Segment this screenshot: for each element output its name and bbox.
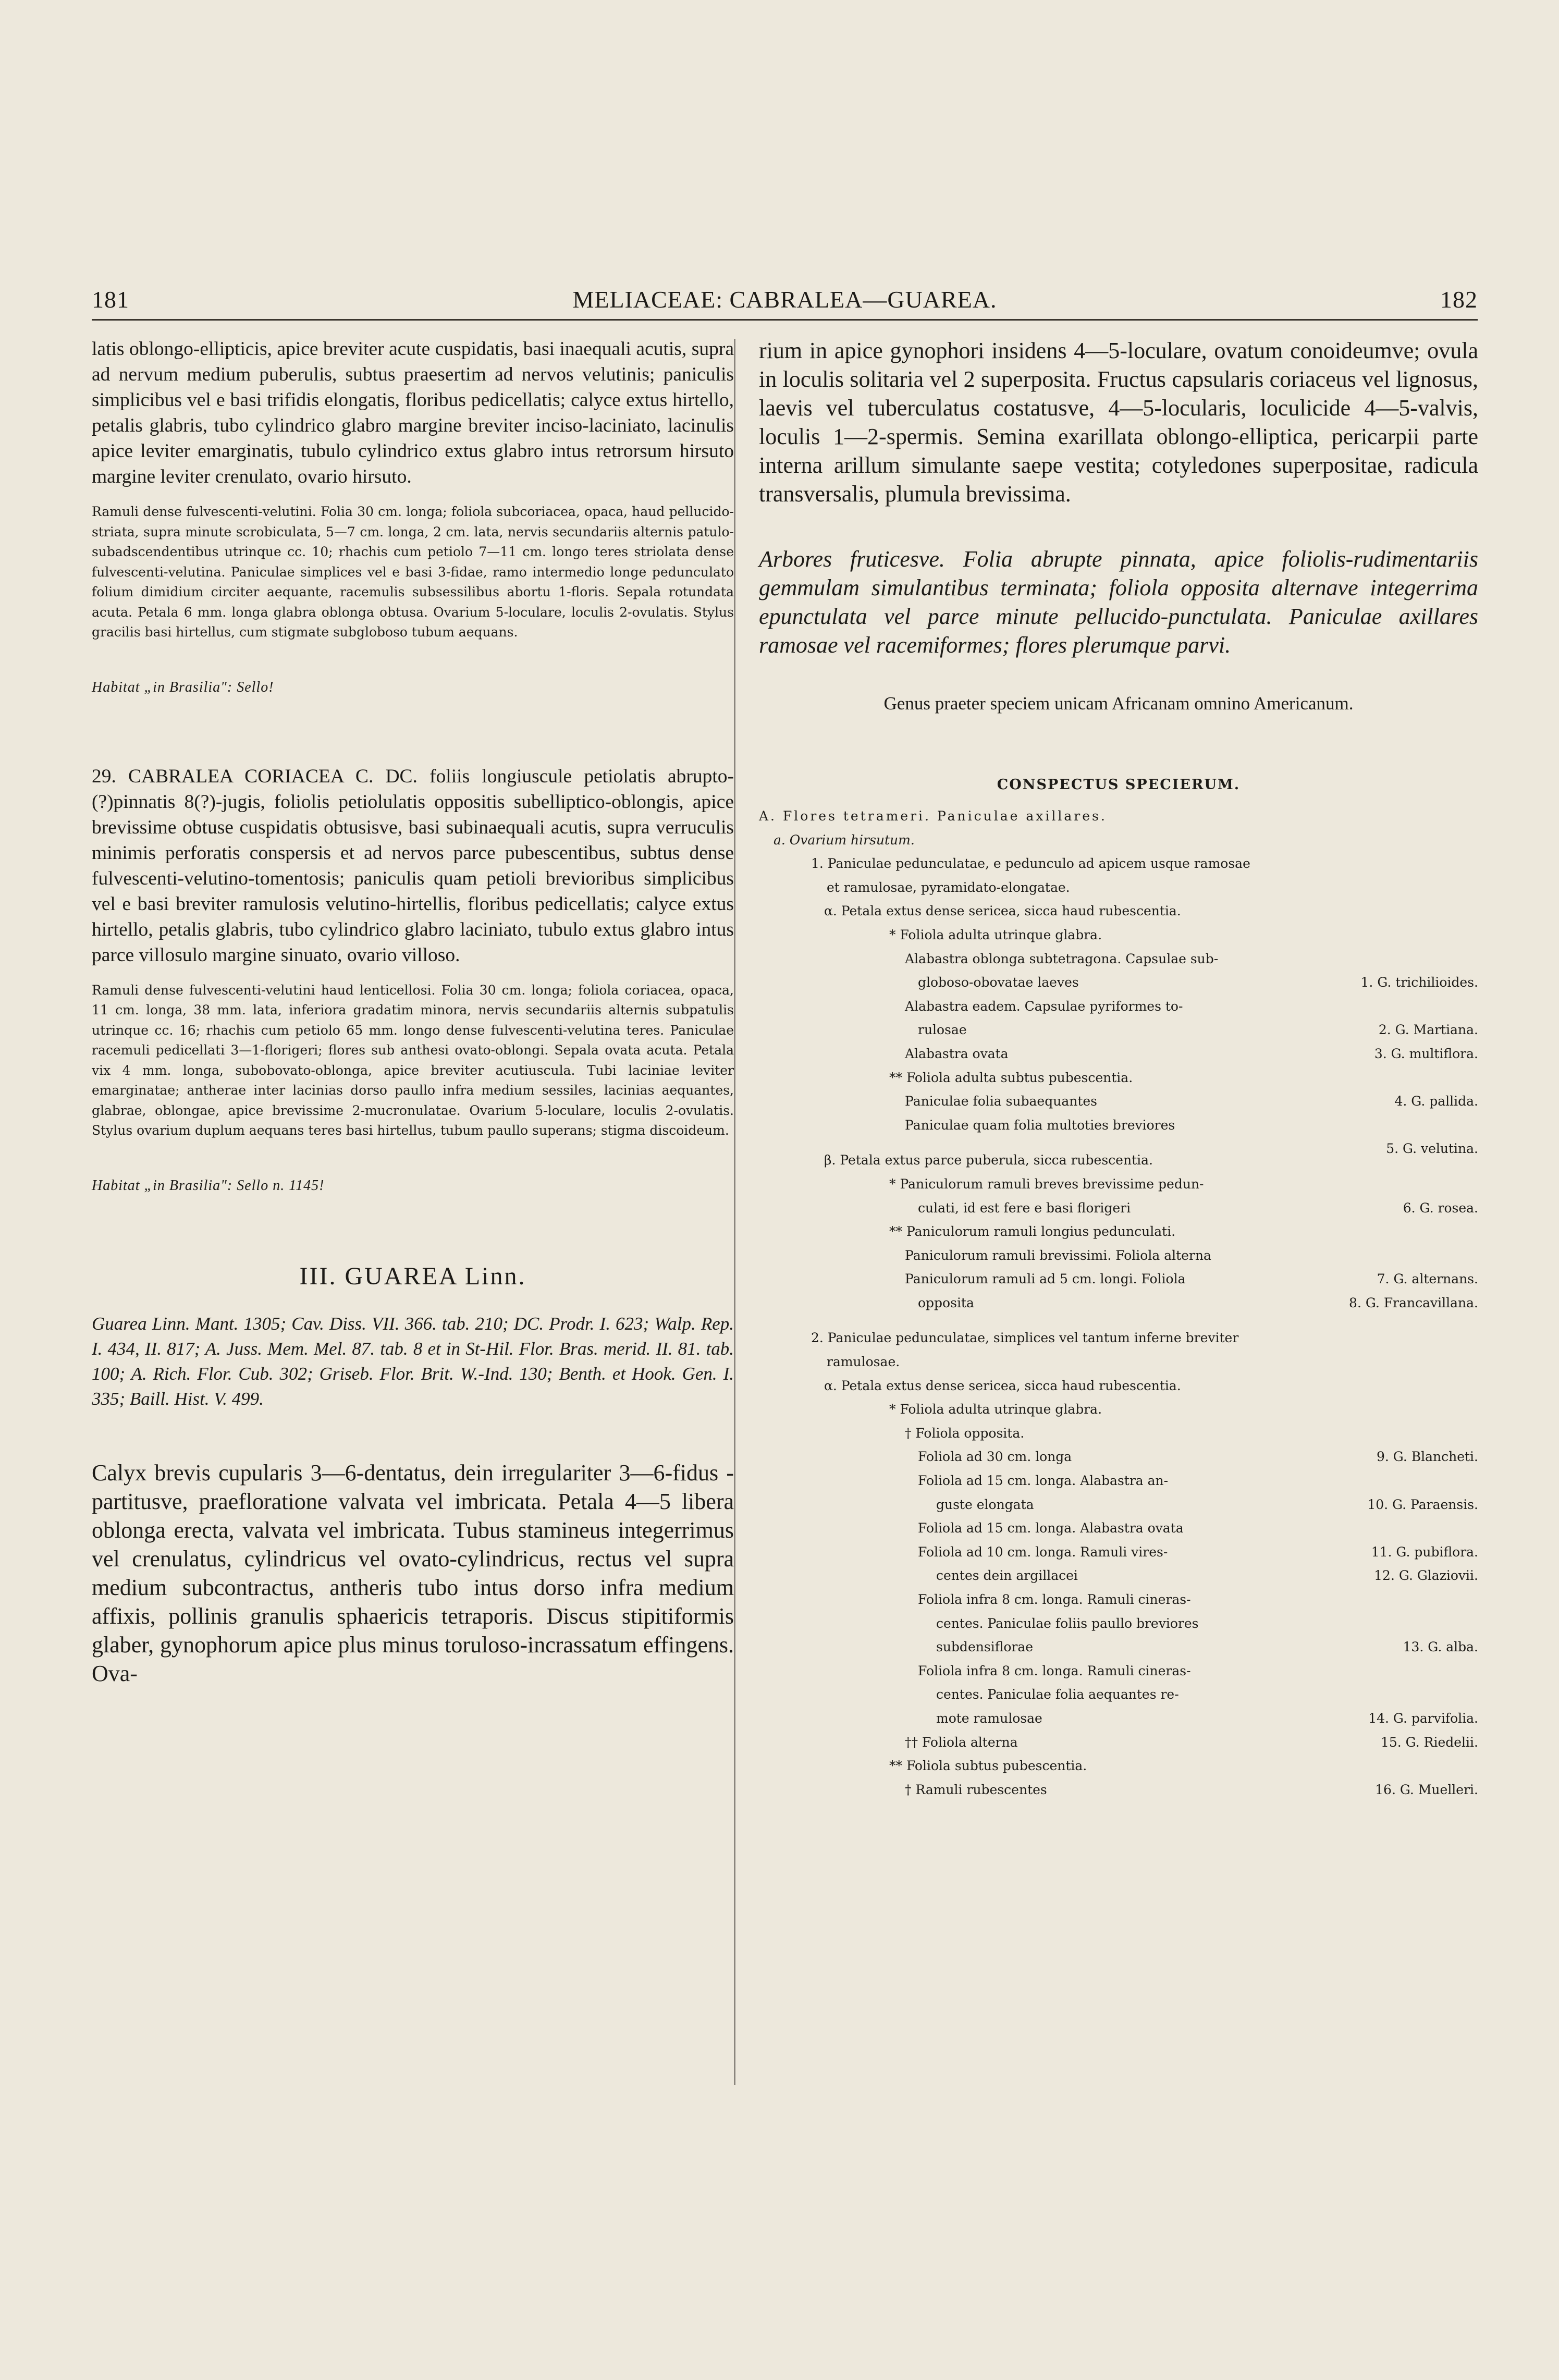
key-line-text: ** Foliola subtus pubescentia.	[889, 1758, 1087, 1774]
key-line-text: A. Flores tetrameri. Paniculae axillares.	[759, 808, 1107, 824]
key-line	[759, 1659, 1478, 1683]
key-line	[759, 1148, 1478, 1172]
key-line	[759, 1172, 1478, 1196]
key-line	[759, 1707, 1478, 1731]
key-line-text: Paniculae quam folia multoties breviores	[905, 1117, 1175, 1133]
key-line-text: Foliola ad 10 cm. longa. Ramuli vires-	[918, 1544, 1168, 1560]
key-line	[759, 1220, 1478, 1244]
key-line	[759, 1612, 1478, 1636]
key-line	[759, 1731, 1478, 1755]
genus-synonymy: Guarea Linn. Mant. 1305; Cav. Diss. VII. 366. tab. 210; DC. Prodr. I. 623; Walp. Rep. I. 434, II. 817; A. Juss. Mem. Mel. 87. tab. 8 et in St-Hil. Flor. Bras. merid. II. 81. tab. 100; A. Rich. Flor. Cub. 302; Griseb. Flor. Brit. W.-Ind. 130; Benth. et Hook. Gen. I. 335; Baill. Hist. V. 499.	[92, 1313, 734, 1409]
key-line-text: α. Petala extus dense sericea, sicca haud rubescentia.	[824, 1378, 1181, 1393]
key-line	[759, 1754, 1478, 1778]
key-line-text: Foliola ad 30 cm. longa	[918, 1449, 1072, 1465]
key-line	[759, 1018, 1478, 1042]
species-29-description: Ramuli dense fulvescenti-velutini haud lenticellosi. Folia 30 cm. longa; foliola coriacea, opaca, 11 cm. longa, 38 mm. lata, inferiora gradatim minora, nervis secundariis alternis subpatulis utrinque cc. 16; rhachis cum petiolo 65 mm. longo dense fulvescenti-velutina teres. Paniculae racemuli pedicellati 3—1-florigeri; flores sub anthesi ovato-oblongi. Sepala ovata acuta. Petala vix 4 mm. longa, subobovato-oblonga, apice breviter acutiuscula. Tubi laciniae leviter emarginatae; antherae inter lacinias dorso paullo infra medium sessiles, lacinias aequantes, glabrae, oblongae, apice brevissime 2-mucronulatae. Ovarium 5-loculare, loculis 2-ovulatis. Stylus ovarium duplum aequans teres basi hirtellus, tubum paullo superans; stigma discoideum.	[92, 982, 734, 1138]
key-gap	[759, 1315, 1478, 1326]
key-line-text: mote ramulosae	[936, 1710, 1042, 1726]
key-line	[759, 1244, 1478, 1268]
key-species-name: 13. G. alba.	[1403, 1639, 1478, 1655]
key-line	[759, 876, 1478, 900]
key-line	[759, 1588, 1478, 1612]
key-line-text: 2. Paniculae pedunculatae, simplices vel tantum inferne breviter	[811, 1330, 1239, 1346]
key-line-text: Foliola ad 15 cm. longa. Alabastra an-	[918, 1473, 1169, 1489]
left-column	[92, 336, 734, 1688]
key-line-text: culati, id est fere e basi florigeri	[918, 1200, 1131, 1216]
page-number-right: 182	[1440, 286, 1478, 313]
key-line	[759, 1778, 1478, 1802]
key-line	[759, 1493, 1478, 1517]
key-line	[759, 1635, 1478, 1659]
running-title: MELIACEAE: CABRALEA—GUAREA.	[572, 286, 997, 313]
key-line-text: Foliola ad 15 cm. longa. Alabastra ovata	[918, 1520, 1184, 1536]
genus-habit: Arbores fruticesve. Folia abrupte pinnata, apice foliolis-rudimentariis gemmulam simulantibus terminata; foliola opposita alternave integerrima epunctulata vel parce minute pellucido-punctulata. Paniculae axillares ramosae vel racemiformes; flores plerumque parvi.	[759, 546, 1478, 658]
species-28-habitat: Habitat „in Brasilia": Sello!	[92, 679, 274, 695]
key-species-name: 11. G. pubiflora.	[1371, 1544, 1478, 1560]
key-line-text: subdensiflorae	[936, 1639, 1034, 1655]
key-line	[759, 1445, 1478, 1469]
key-species-name: 3. G. multiflora.	[1374, 1046, 1478, 1061]
genus-description: Calyx brevis cupularis 3—6-dentatus, dein irregulariter 3—6-fidus -partitusve, praefloratione valvata vel imbricata. Petala 4—5 libera oblonga erecta, valvata vel imbricata. Tubus stamineus integerrimus vel crenulatus, cylindricus vel ovato-cylindricus, rectus vel supra medium subcontractus, antheris tubo intus dorso infra medium affixis, pollinis granulis sphaericis tetraporis. Discus stipitiformis glaber, gynophorum apice plus minus toruloso-incrassatum effingens. Ova-	[92, 1459, 734, 1686]
key-line	[759, 1540, 1478, 1564]
header-rule	[92, 319, 1478, 321]
key-line-text: β. Petala extus parce puberula, sicca rubescentia.	[824, 1152, 1153, 1168]
genus-distribution-note: Genus praeter speciem unicam Africanam omnino Americanum.	[883, 693, 1354, 714]
key-line	[759, 828, 1478, 852]
genus-description-continued: rium in apice gynophori insidens 4—5-loculare, ovatum conoideumve; ovula in loculis solitaria vel 2 superposita. Fructus capsularis coriaceus vel lignosus, laevis vel tuberculatus costatusve, 4—5-locularis, loculicide 4—5-valvis, loculis 1—2-spermis. Semina exarillata oblongo-elliptica, pericarpii parte interna arillum simulante saepe vestita; cotyledones superpositae, radicula transversalis, plumula brevissima.	[759, 338, 1478, 507]
species-28-diagnosis-end: latis oblongo-ellipticis, apice breviter acute cuspidatis, basi inaequali acutis, supra ad nervum medium puberulis, subtus praesertim ad nervos velutinis; paniculis simplicibus vel e basi trifidis elongatis, floribus pedicellatis; calyce extus hirtello, petalis glabris, tubo cylindrico glabro margine breviter inciso-laciniato, lacinulis apice leviter emarginatis, tubulo cylindrico extus glabro intus retrorsum hirsuto margine leviter crenulato, ovario hirsuto.	[92, 338, 734, 487]
key-line	[759, 1421, 1478, 1445]
key-line	[759, 852, 1478, 876]
key-line-text: centes dein argillacei	[936, 1568, 1078, 1584]
species-29-habitat: Habitat „in Brasilia": Sello n. 1145!	[92, 1177, 325, 1194]
key-line	[759, 804, 1478, 828]
key-line	[759, 947, 1478, 971]
key-line	[759, 1326, 1478, 1350]
key-species-name: 7. G. alternans.	[1377, 1271, 1478, 1287]
right-column	[759, 336, 1478, 1801]
key-line	[759, 1683, 1478, 1707]
key-line-text: †† Foliola alterna	[905, 1734, 1018, 1750]
key-species-name: 12. G. Glaziovii.	[1374, 1568, 1478, 1584]
key-species-name: 8. G. Francavillana.	[1349, 1295, 1478, 1310]
key-line-text: rulosae	[918, 1022, 967, 1038]
key-line	[759, 1564, 1478, 1588]
key-line	[759, 1374, 1478, 1398]
key-line-text: * Foliola adulta utrinque glabra.	[889, 927, 1102, 942]
key-line-text: * Paniculorum ramuli breves brevissime pedun-	[889, 1176, 1204, 1192]
key-line-text: † Ramuli rubescentes	[905, 1782, 1047, 1797]
key-species-name: 14. G. parvifolia.	[1368, 1710, 1478, 1726]
key-line	[759, 1350, 1478, 1374]
key-line-text: α. Petala extus dense sericea, sicca haud rubescentia.	[824, 903, 1181, 919]
key-line	[759, 995, 1478, 1019]
key-line	[759, 899, 1478, 923]
species-key	[759, 804, 1478, 1801]
key-species-name: 2. G. Martiana.	[1378, 1022, 1478, 1038]
key-species-name: 15. G. Riedelii.	[1380, 1734, 1478, 1750]
running-header	[92, 286, 1478, 317]
key-line-text: Paniculorum ramuli ad 5 cm. longi. Foliola	[905, 1271, 1186, 1287]
key-species-name: 10. G. Paraensis.	[1367, 1496, 1478, 1512]
key-line-text: * Foliola adulta utrinque glabra.	[889, 1402, 1102, 1417]
key-line-text: † Foliola opposita.	[905, 1425, 1025, 1441]
key-line-text: ** Foliola adulta subtus pubescentia.	[889, 1070, 1133, 1085]
key-species-name: 6. G. rosea.	[1403, 1200, 1478, 1216]
key-line-text: centes. Paniculae foliis paullo breviores	[936, 1615, 1199, 1631]
key-line-text: Foliola infra 8 cm. longa. Ramuli cineras-	[918, 1663, 1191, 1678]
key-line-text: Foliola infra 8 cm. longa. Ramuli cineras-	[918, 1592, 1191, 1607]
key-line	[759, 1042, 1478, 1066]
species-29-diagnosis: 29. CABRALEA CORIACEA C. DC. foliis longiuscule petiolatis abrupto-(?)pinnatis 8(?)-jugis, foliolis petiolulatis oppositis subelliptico-oblongis, apice brevissime obtuse cuspidatis obtusisve, basi subinaequali acutis, supra verruculis minimis perforatis conspersis et ad nervos parce pubescentibus, subtus dense fulvescenti-velutino-tomentosis; paniculis quam petioli brevioribus simplicibus vel e basi breviter ramulosis velutino-hirtellis, floribus pedicellatis; calyce extus hirtello, petalis glabris, tubo cylindrico glabro laciniato, tubulo extus glabro intus parce villosulo margine sinuato, ovario villoso.	[92, 765, 734, 966]
key-line-text: Alabastra oblonga subtetragona. Capsulae sub-	[905, 951, 1219, 966]
key-line-text: ** Paniculorum ramuli longius pedunculati.	[889, 1224, 1176, 1240]
key-line	[759, 1397, 1478, 1421]
key-line	[759, 1089, 1478, 1113]
key-species-name: 5. G. velutina.	[1386, 1141, 1478, 1157]
genus-title: III. GUAREA Linn.	[299, 1262, 526, 1290]
key-line-text: Paniculorum ramuli brevissimi. Foliola alterna	[905, 1247, 1211, 1263]
key-line-text: Alabastra ovata	[905, 1046, 1009, 1061]
key-line	[759, 1196, 1478, 1220]
key-line	[759, 1516, 1478, 1540]
key-species-name: 1. G. trichilioides.	[1360, 975, 1478, 990]
key-line-text: guste elongata	[936, 1496, 1034, 1512]
key-line-text: 1. Paniculae pedunculatae, e pedunculo ad apicem usque ramosae	[811, 856, 1250, 872]
key-line-text: ramulosae.	[827, 1354, 900, 1370]
key-line	[759, 1066, 1478, 1090]
key-line-text: et ramulosae, pyramidato-elongatae.	[827, 879, 1070, 895]
key-line	[759, 971, 1478, 995]
key-line	[759, 1291, 1478, 1315]
key-line-text: Paniculae folia subaequantes	[905, 1094, 1098, 1109]
key-line	[759, 1267, 1478, 1291]
conspectus-title: CONSPECTUS SPECIERUM.	[997, 777, 1241, 793]
key-line	[759, 1113, 1478, 1137]
column-divider	[734, 339, 735, 2085]
key-species-name: 16. G. Muelleri.	[1375, 1782, 1478, 1797]
key-line-text: opposita	[918, 1295, 974, 1310]
page-number-left: 181	[92, 286, 129, 313]
key-line-text: Alabastra eadem. Capsulae pyriformes to-	[905, 998, 1183, 1014]
key-species-name: 9. G. Blancheti.	[1376, 1449, 1478, 1465]
key-line	[759, 923, 1478, 947]
key-line-text: centes. Paniculae folia aequantes re-	[936, 1687, 1179, 1702]
species-28-description: Ramuli dense fulvescenti-velutini. Folia 30 cm. longa; foliola subcoriacea, opaca, haud pellucido-striata, supra minute scrobiculata, 5—7 cm. longa, 2 cm. lata, nervis secundariis alternis patulo-subadscendentibus utrinque cc. 10; rhachis cum petiolo 7—11 cm. longo teres striolata dense fulvescenti-velutina. Paniculae simplices vel e basi 3-fidae, ramo intermedio longe pedunculato folium dimidium circiter aequante, racemulis subsessilibus abortu 1-floris. Sepala rotundata acuta. Petala 6 mm. longa glabra oblonga obtusa. Ovarium 5-loculare, loculis 2-ovulatis. Stylus gracilis basi hirtellus, cum stigmate subgloboso tubum aequans.	[92, 504, 734, 640]
key-line-text: globoso-obovatae laeves	[918, 975, 1079, 990]
key-gap	[759, 1137, 1478, 1148]
key-species-name: 4. G. pallida.	[1394, 1094, 1478, 1109]
key-line	[759, 1469, 1478, 1493]
key-line-text: a. Ovarium hirsutum.	[774, 832, 915, 848]
